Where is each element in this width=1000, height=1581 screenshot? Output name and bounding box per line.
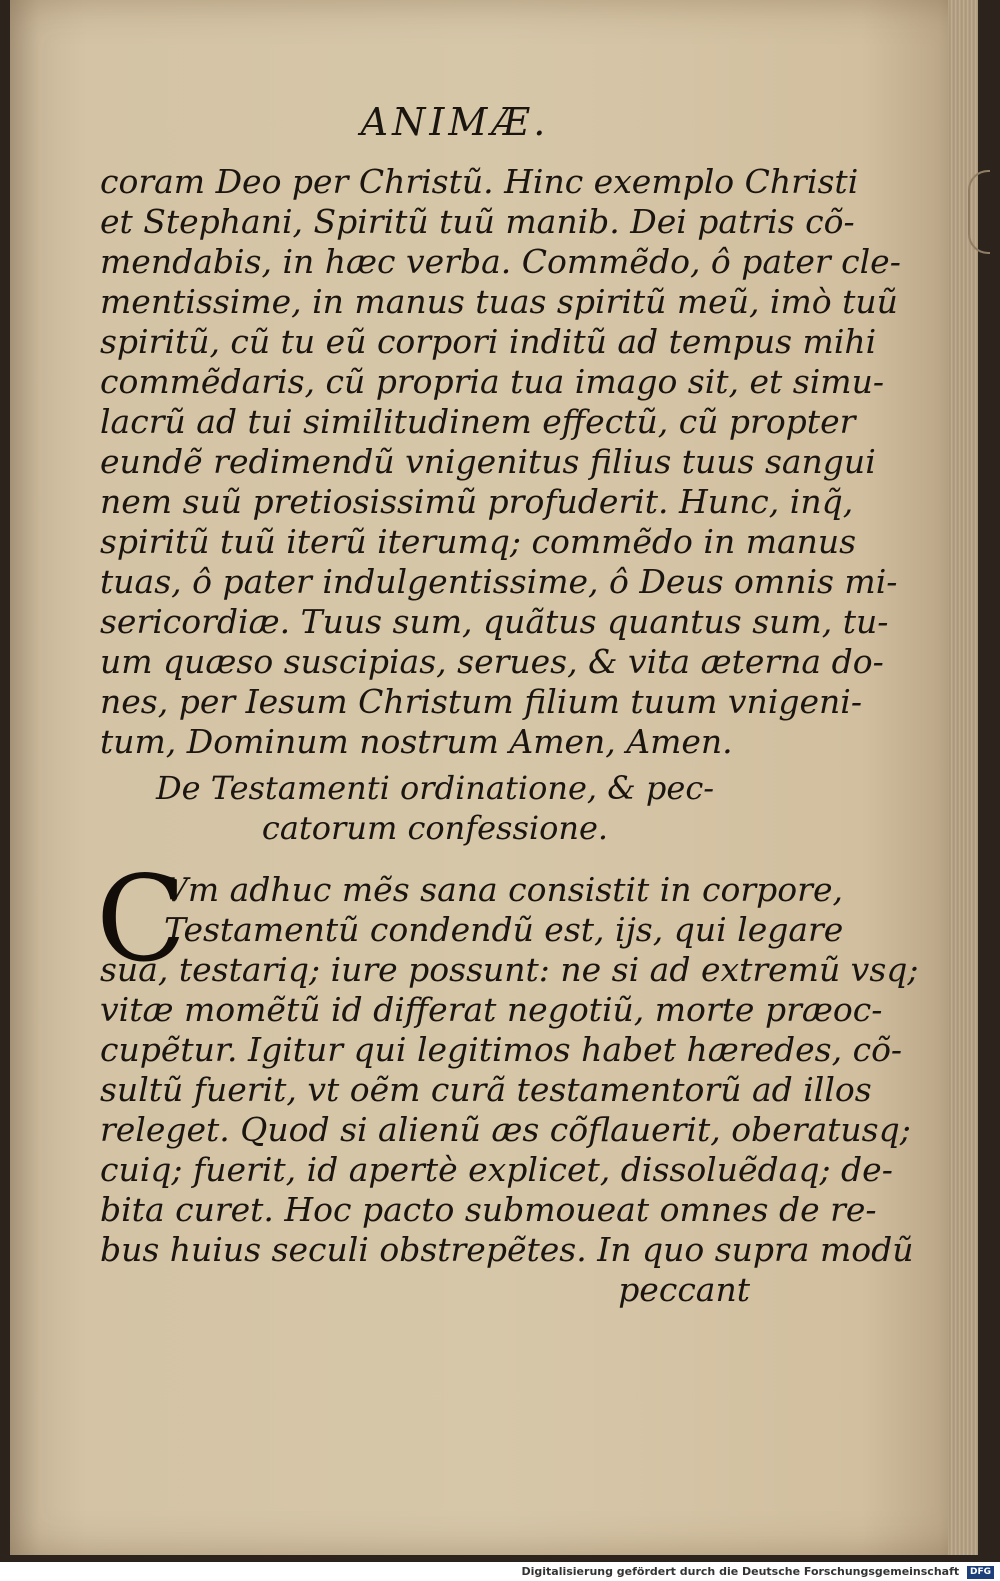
book-page <box>10 0 978 1555</box>
text-line: tuas, ô pater indulgentissime, ô Deus omnis mi- <box>100 562 898 601</box>
text-line: spiritũ tuũ iterũ iterumq; commẽdo in manus <box>100 522 857 561</box>
text-line: cupẽtur. Igitur qui legitimos habet hæredes, cõ- <box>100 1030 903 1069</box>
digitization-footer <box>0 1562 1000 1581</box>
section-heading: De Testamenti ordinatione, & pec- <box>155 769 715 807</box>
text-line: mendabis, in hæc verba. Commẽdo, ô pater cle- <box>100 242 901 281</box>
section-heading-block <box>100 768 770 848</box>
footer-credit: Digitalisierung gefördert durch die Deutsche Forschungsgemeinschaft <box>521 1565 960 1578</box>
text-line: lacrũ ad tui similitudinem effectũ, cũ propter <box>100 402 856 441</box>
section-heading: catorum confessione. <box>261 809 609 847</box>
second-paragraph <box>96 850 919 1310</box>
text-line: et Stephani, Spiritũ tuũ manib. Dei patris cõ- <box>100 202 855 241</box>
text-block <box>96 90 919 1310</box>
text-line: Vm adhuc mẽs sana consistit in corpore, <box>164 870 843 909</box>
text-line: nem suũ pretiosissimũ profuderit. Hunc, inq̃, <box>100 482 854 521</box>
text-line: coram Deo per Christũ. Hinc exemplo Christi <box>100 162 859 201</box>
text-line: sua, testariq; iure possunt: ne si ad extremũ vsq; <box>100 950 919 989</box>
running-head: ANIMÆ. <box>360 100 550 144</box>
text-line: sultũ fuerit, vt oẽm curã testamentorũ ad illos <box>100 1070 872 1109</box>
page-tab-mark <box>968 170 990 254</box>
text-line: bus huius seculi obstrepẽtes. In quo supra modũ <box>100 1230 914 1269</box>
body-paragraph <box>100 162 901 762</box>
text-line: mentissime, in manus tuas spiritũ meũ, imò tuũ <box>100 282 898 321</box>
text-line: bita curet. Hoc pacto submoueat omnes de re- <box>100 1190 877 1229</box>
text-line: Testamentũ condendũ est, ijs, qui legare <box>164 910 844 949</box>
drop-cap: C <box>96 850 187 988</box>
text-line: eundẽ redimendũ vnigenitus filius tuus sangui <box>100 442 876 481</box>
text-line: commẽdaris, cũ propria tua imago sit, et simu- <box>100 362 884 401</box>
dfg-logo-icon: DFG <box>967 1566 994 1579</box>
text-line: spiritũ, cũ tu eũ corpori inditũ ad tempus mihi <box>100 322 877 361</box>
text-line: cuiq; fuerit, id apertè explicet, dissoluẽdaq; de- <box>100 1150 893 1189</box>
text-line: um quæso suscipias, serues, & vita æterna do- <box>100 642 884 681</box>
text-line: releget. Quod si alienũ æs cõflauerit, oberatusq; <box>100 1110 911 1149</box>
catchword: peccant <box>618 1270 750 1309</box>
text-line: sericordiæ. Tuus sum, quãtus quantus sum, tu- <box>100 602 889 641</box>
text-line: vitæ momẽtũ id differat negotiũ, morte præoc- <box>100 990 883 1029</box>
text-line: nes, per Iesum Christum filium tuum vnigeni- <box>100 682 862 721</box>
text-line: tum, Dominum nostrum Amen, Amen. <box>100 722 733 761</box>
